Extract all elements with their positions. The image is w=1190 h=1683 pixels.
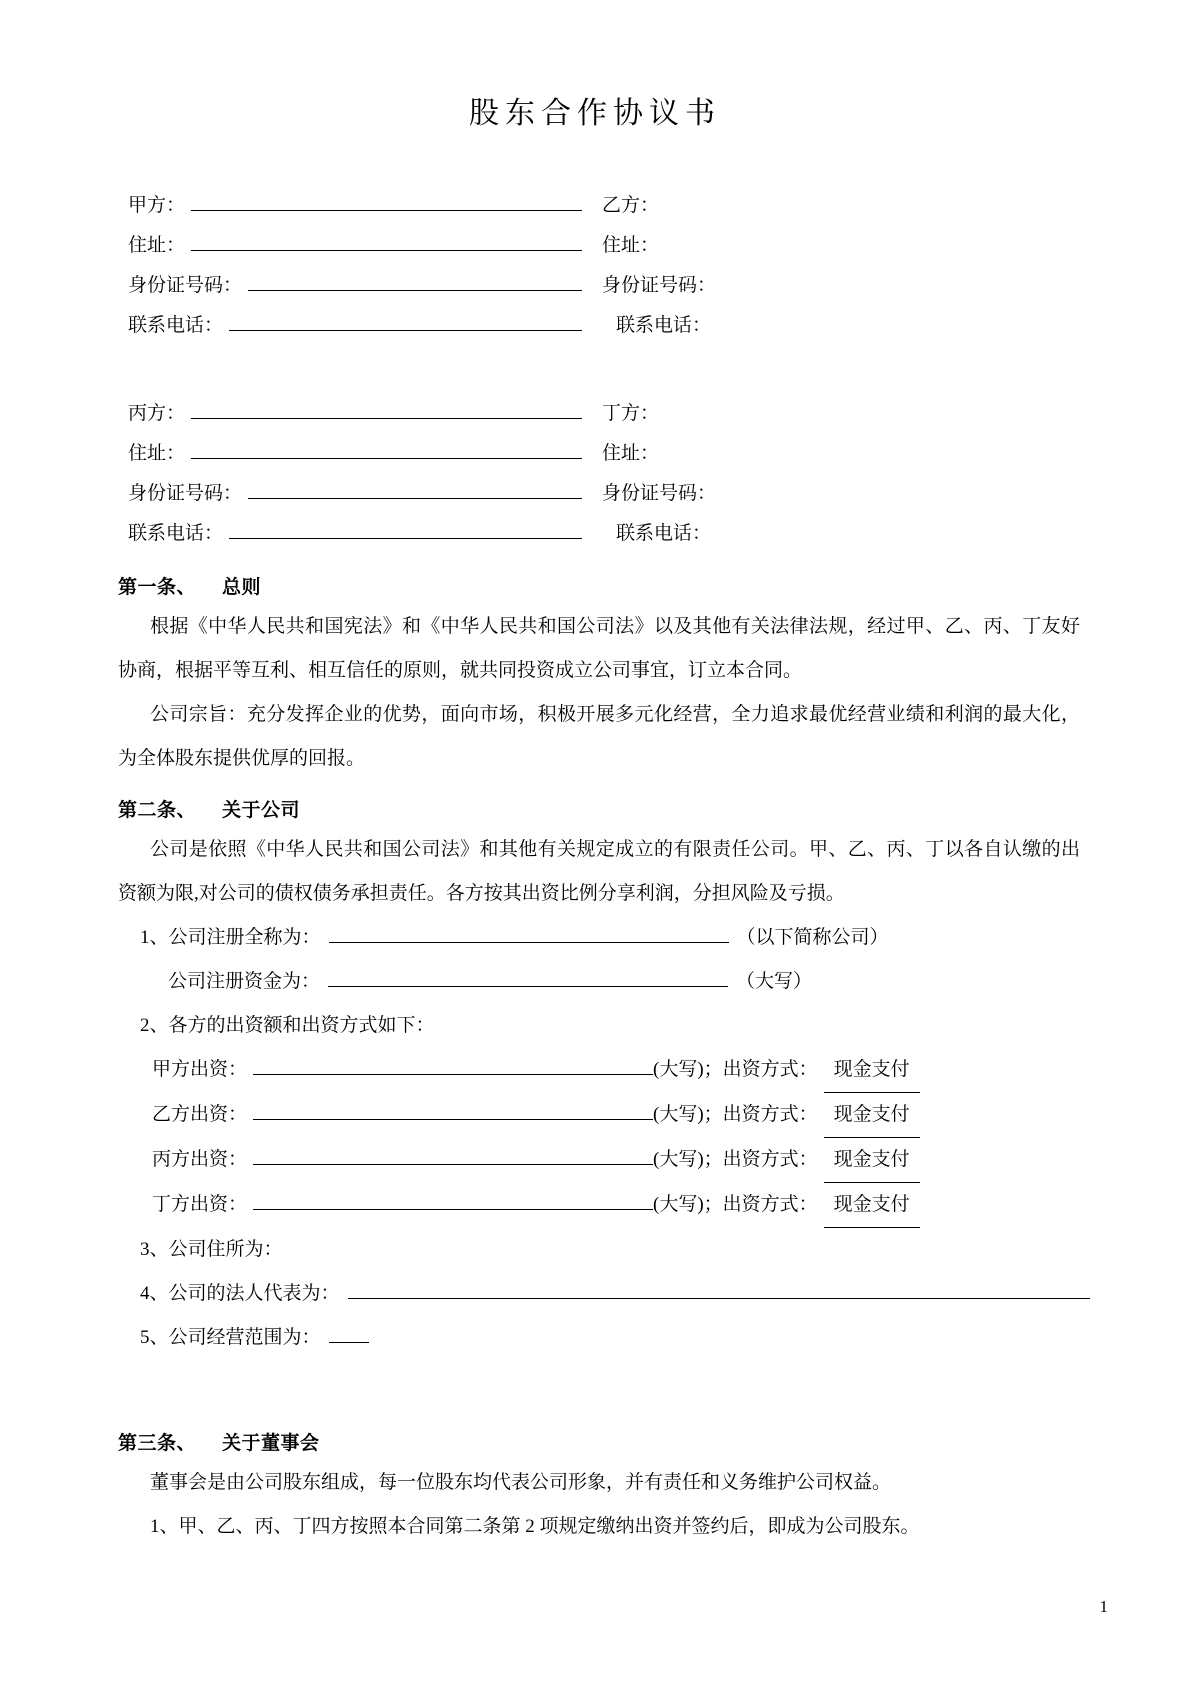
contribution-c-middle-text: (大写)；出资方式： bbox=[653, 1149, 818, 1170]
contribution-b-method-value[interactable]: 现金支付 bbox=[824, 1093, 920, 1138]
clause-1-title: 总则 bbox=[222, 577, 262, 598]
registered-capital-label: 公司注册资金为： bbox=[168, 971, 321, 992]
contribution-d-middle-text: (大写)；出资方式： bbox=[653, 1194, 818, 1215]
party-row-a-id bbox=[128, 270, 1130, 310]
party-d-name-label: 丁方： bbox=[602, 403, 660, 424]
section-spacer bbox=[0, 1360, 1190, 1414]
clause-1-number: 第一条、 bbox=[118, 577, 197, 598]
party-row-c-address bbox=[128, 438, 1130, 478]
party-a-address-label: 住址： bbox=[128, 235, 186, 256]
party-d-phone-label: 联系电话： bbox=[616, 523, 712, 544]
party-a-name-input[interactable] bbox=[191, 191, 582, 211]
clause-1-paragraph-2: 公司宗旨：充分发挥企业的优势，面向市场，积极开展多元化经营，全力追求最优经营业绩和利润的最大化，为全体股东提供优厚的回报。 bbox=[118, 704, 1080, 769]
party-a-phone-left bbox=[128, 310, 588, 337]
contribution-a-middle-text: (大写)；出资方式： bbox=[653, 1059, 818, 1080]
clause-1-heading bbox=[0, 572, 1190, 599]
party-row-c-id bbox=[128, 478, 1130, 518]
clause-3-title: 关于董事会 bbox=[222, 1433, 320, 1454]
party-a-name-left bbox=[128, 190, 588, 217]
legal-representative-input[interactable] bbox=[348, 1279, 1090, 1299]
contribution-a-amount-input[interactable] bbox=[253, 1055, 653, 1075]
business-scope-input[interactable] bbox=[329, 1323, 369, 1343]
party-c-name-left bbox=[128, 398, 588, 425]
clause-3-item-1: 1、甲、乙、丙、丁四方按照本合同第二条第 2 项规定缴纳出资并签约后，即成为公司股东。 bbox=[150, 1516, 920, 1537]
contribution-a-method-value[interactable]: 现金支付 bbox=[824, 1048, 920, 1093]
party-a-name-label: 甲方： bbox=[128, 195, 186, 216]
contribution-b-label: 乙方出资： bbox=[152, 1104, 248, 1125]
company-domicile-label: 3、公司住所为： bbox=[140, 1239, 283, 1260]
contribution-a-label: 甲方出资： bbox=[152, 1059, 248, 1080]
party-block-cd bbox=[128, 398, 1130, 558]
contribution-d-method-value[interactable]: 现金支付 bbox=[824, 1183, 920, 1228]
contribution-d-amount-input[interactable] bbox=[253, 1190, 653, 1210]
legal-representative-label: 4、公司的法人代表为： bbox=[140, 1283, 340, 1304]
page-title: 股东合作协议书 bbox=[469, 97, 721, 130]
clause-2-number: 第二条、 bbox=[118, 800, 197, 821]
contribution-c-label: 丙方出资： bbox=[152, 1149, 248, 1170]
business-scope-row bbox=[0, 1316, 1190, 1360]
clause-1-paragraph-1: 根据《中华人民共和国宪法》和《中华人民共和国公司法》以及其他有关法律法规，经过甲、乙、丙、丁友好协商，根据平等互利、相互信任的原则，就共同投资成立公司事宜，订立本合同。 bbox=[118, 616, 1080, 681]
party-a-address-left bbox=[128, 230, 588, 257]
contribution-c-method-value[interactable]: 现金支付 bbox=[824, 1138, 920, 1183]
party-d-id-label: 身份证号码： bbox=[602, 483, 717, 504]
contribution-b-middle-text: (大写)；出资方式： bbox=[653, 1104, 818, 1125]
clause-3-number: 第三条、 bbox=[118, 1433, 197, 1454]
contribution-row-b bbox=[0, 1093, 1190, 1138]
party-a-id-input[interactable] bbox=[248, 271, 582, 291]
page-number: 1 bbox=[1099, 1597, 1108, 1616]
party-c-id-left bbox=[128, 478, 588, 505]
party-a-id-left bbox=[128, 270, 588, 297]
party-c-phone-label: 联系电话： bbox=[128, 523, 224, 544]
party-c-phone-input[interactable] bbox=[229, 519, 582, 539]
party-c-address-label: 住址： bbox=[128, 443, 186, 464]
party-row-a-phone bbox=[128, 310, 1130, 350]
registered-capital-note: （大写） bbox=[736, 971, 813, 992]
contribution-intro-label: 2、各方的出资额和出资方式如下： bbox=[140, 1015, 435, 1036]
company-domicile-row bbox=[0, 1228, 1190, 1272]
party-a-address-input[interactable] bbox=[191, 231, 582, 251]
contribution-d-label: 丁方出资： bbox=[152, 1194, 248, 1215]
contribution-c-amount-input[interactable] bbox=[253, 1145, 653, 1165]
registered-capital-row bbox=[0, 960, 1190, 1004]
contribution-b-amount-input[interactable] bbox=[253, 1100, 653, 1120]
party-b-phone-label: 联系电话： bbox=[616, 315, 712, 336]
party-row-c-name bbox=[128, 398, 1130, 438]
business-scope-label: 5、公司经营范围为： bbox=[140, 1327, 321, 1348]
party-b-name-label: 乙方： bbox=[602, 195, 660, 216]
party-a-phone-input[interactable] bbox=[229, 311, 582, 331]
party-b-address-label: 住址： bbox=[602, 235, 660, 256]
legal-representative-row bbox=[0, 1272, 1190, 1316]
clause-2-title: 关于公司 bbox=[222, 800, 301, 821]
party-block-ab bbox=[128, 190, 1130, 350]
contribution-row-d bbox=[0, 1183, 1190, 1228]
party-c-address-left bbox=[128, 438, 588, 465]
party-c-name-label: 丙方： bbox=[128, 403, 186, 424]
contribution-row-c bbox=[0, 1138, 1190, 1183]
party-b-id-label: 身份证号码： bbox=[602, 275, 717, 296]
clause-2-heading bbox=[0, 795, 1190, 822]
party-a-id-label: 身份证号码： bbox=[128, 275, 243, 296]
company-full-name-row bbox=[0, 916, 1190, 960]
clause-3-paragraph-1: 董事会是由公司股东组成，每一位股东均代表公司形象，并有责任和义务维护公司权益。 bbox=[150, 1472, 892, 1493]
party-c-id-input[interactable] bbox=[248, 479, 582, 499]
party-c-name-input[interactable] bbox=[191, 399, 582, 419]
party-c-id-label: 身份证号码： bbox=[128, 483, 243, 504]
party-row-c-phone bbox=[128, 518, 1130, 558]
contribution-intro-row bbox=[0, 1004, 1190, 1048]
clause-3-heading bbox=[0, 1428, 1190, 1455]
party-d-address-label: 住址： bbox=[602, 443, 660, 464]
party-row-a-address bbox=[128, 230, 1130, 270]
party-c-address-input[interactable] bbox=[191, 439, 582, 459]
registered-capital-input[interactable] bbox=[328, 967, 728, 987]
party-a-phone-label: 联系电话： bbox=[128, 315, 224, 336]
company-full-name-note: （以下简称公司） bbox=[736, 927, 889, 948]
party-row-a-name bbox=[128, 190, 1130, 230]
clause-2-paragraph-1: 公司是依照《中华人民共和国公司法》和其他有关规定成立的有限责任公司。甲、乙、丙、丁以各自认缴的出资额为限,对公司的债权债务承担责任。各方按其出资比例分享利润，分担风险及亏损。 bbox=[118, 839, 1080, 904]
party-c-phone-left bbox=[128, 518, 588, 545]
contribution-row-a bbox=[0, 1048, 1190, 1093]
company-full-name-input[interactable] bbox=[329, 923, 729, 943]
parties-section bbox=[0, 190, 1190, 558]
company-full-name-label: 1、公司注册全称为： bbox=[140, 927, 321, 948]
